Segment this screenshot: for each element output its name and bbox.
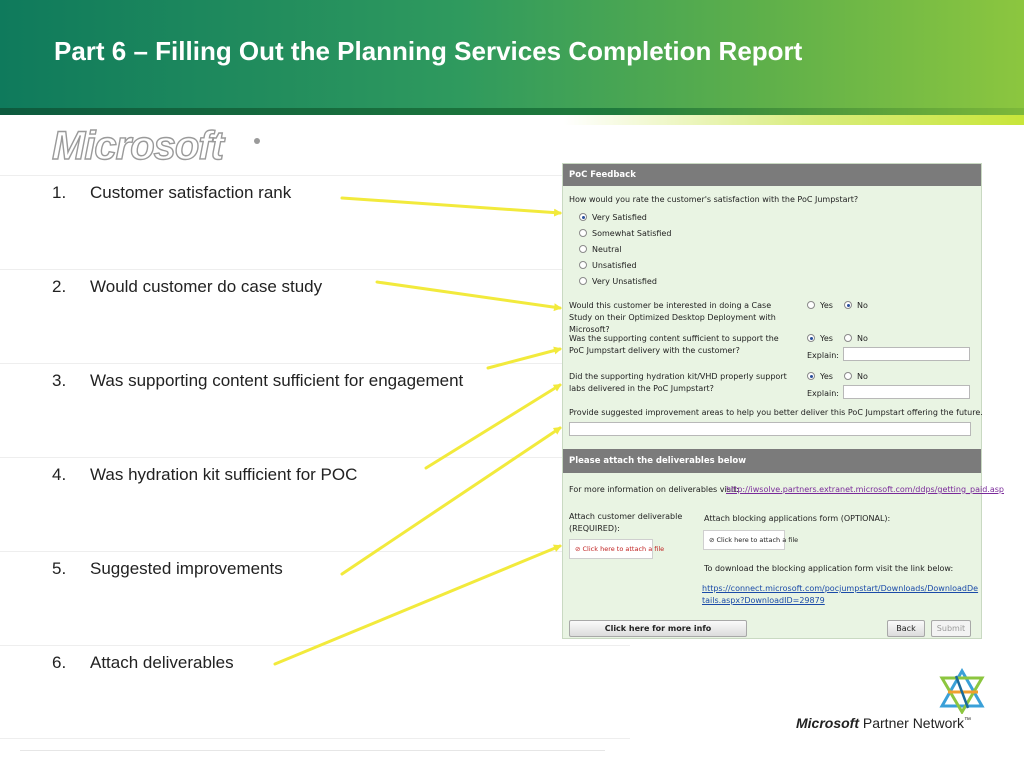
list-number: 3. [52, 371, 67, 390]
list-number: 6. [52, 653, 67, 672]
hydration-no[interactable]: No [844, 371, 868, 383]
satisfaction-question: How would you rate the customer's satisfaction with the PoC Jumpstart? [569, 195, 859, 204]
microsoft-logo: Microsoft [52, 124, 223, 168]
case-study-yes[interactable]: Yes [807, 300, 833, 312]
submit-button[interactable]: Submit [931, 620, 971, 637]
blocking-attach-button[interactable]: ⊘ Click here to attach a file [703, 530, 785, 550]
paperclip-icon: ⊘ [575, 545, 583, 553]
arrow-improvements [342, 428, 560, 574]
list-text: Suggested improvements [90, 559, 283, 578]
customer-deliverable-label: Attach customer deliverable (REQUIRED): [569, 512, 683, 533]
arrow-case-study [377, 282, 560, 308]
improvement-question: Provide suggested improvement areas to help you better deliver this PoC Jumpstart offering the future. [569, 408, 983, 417]
deliverables-header: Please attach the deliverables below [563, 449, 981, 473]
more-info-label: For more information on deliverables visit: [569, 485, 739, 494]
list-number: 1. [52, 183, 67, 202]
content-no[interactable]: No [844, 333, 868, 345]
paperclip-icon: ⊘ [709, 536, 717, 544]
list-text: Was supporting content sufficient for engagement [90, 371, 464, 390]
list-number: 2. [52, 277, 67, 296]
radio-option[interactable]: Neutral [579, 244, 622, 256]
hydration-yes[interactable]: Yes [807, 371, 833, 383]
explain-label: Explain: [807, 389, 839, 398]
arrow-satisfaction [342, 198, 560, 213]
list-text: Customer satisfaction rank [90, 183, 292, 202]
list-text: Would customer do case study [90, 277, 323, 296]
list-text: Attach deliverables [90, 653, 234, 672]
more-info-link[interactable]: http://iwsolve.partners.extranet.microsoft.com/ddps/getting_paid.asp [726, 485, 1005, 494]
list-number: 5. [52, 559, 67, 578]
arrow-deliverables [275, 546, 560, 664]
content-question: Was the supporting content sufficient to support the PoC Jumpstart delivery with the customer? [569, 334, 779, 355]
partner-network-star-icon [938, 668, 986, 714]
case-study-no[interactable]: No [844, 300, 868, 312]
arrow-content [488, 349, 560, 368]
partner-network-logo: Microsoft Partner Network™ [796, 715, 972, 731]
radio-option[interactable]: Unsatisfied [579, 260, 637, 272]
radio-option[interactable]: Very Unsatisfied [579, 276, 657, 288]
back-button[interactable]: Back [887, 620, 925, 637]
poc-feedback-header: PoC Feedback [563, 164, 981, 186]
list-number: 4. [52, 465, 67, 484]
arrow-hydration [426, 385, 560, 468]
download-link[interactable]: https://connect.microsoft.com/pocjumpstart/Downloads/DownloadDetails.aspx?DownloadID=29879 [702, 584, 979, 605]
list-text: Was hydration kit sufficient for POC [90, 465, 358, 484]
explain-label: Explain: [807, 351, 839, 360]
download-label: To download the blocking application form visit the link below: [704, 564, 954, 573]
content-yes[interactable]: Yes [807, 333, 833, 345]
case-study-question: Would this customer be interested in doing a Case Study on their Optimized Desktop Deployment with Microsoft? [569, 301, 776, 334]
customer-attach-button[interactable]: ⊘ Click here to attach a file [569, 539, 653, 559]
radio-option[interactable]: Very Satisfied [579, 212, 647, 224]
blocking-form-label: Attach blocking applications form (OPTIONAL): [704, 514, 891, 523]
slide-title: Part 6 – Filling Out the Planning Services Completion Report [54, 36, 803, 66]
more-info-button[interactable]: Click here for more info [569, 620, 747, 637]
hydration-question: Did the supporting hydration kit/VHD properly support labs delivered in the PoC Jumpstart? [569, 372, 787, 393]
radio-option[interactable]: Somewhat Satisfied [579, 228, 671, 240]
